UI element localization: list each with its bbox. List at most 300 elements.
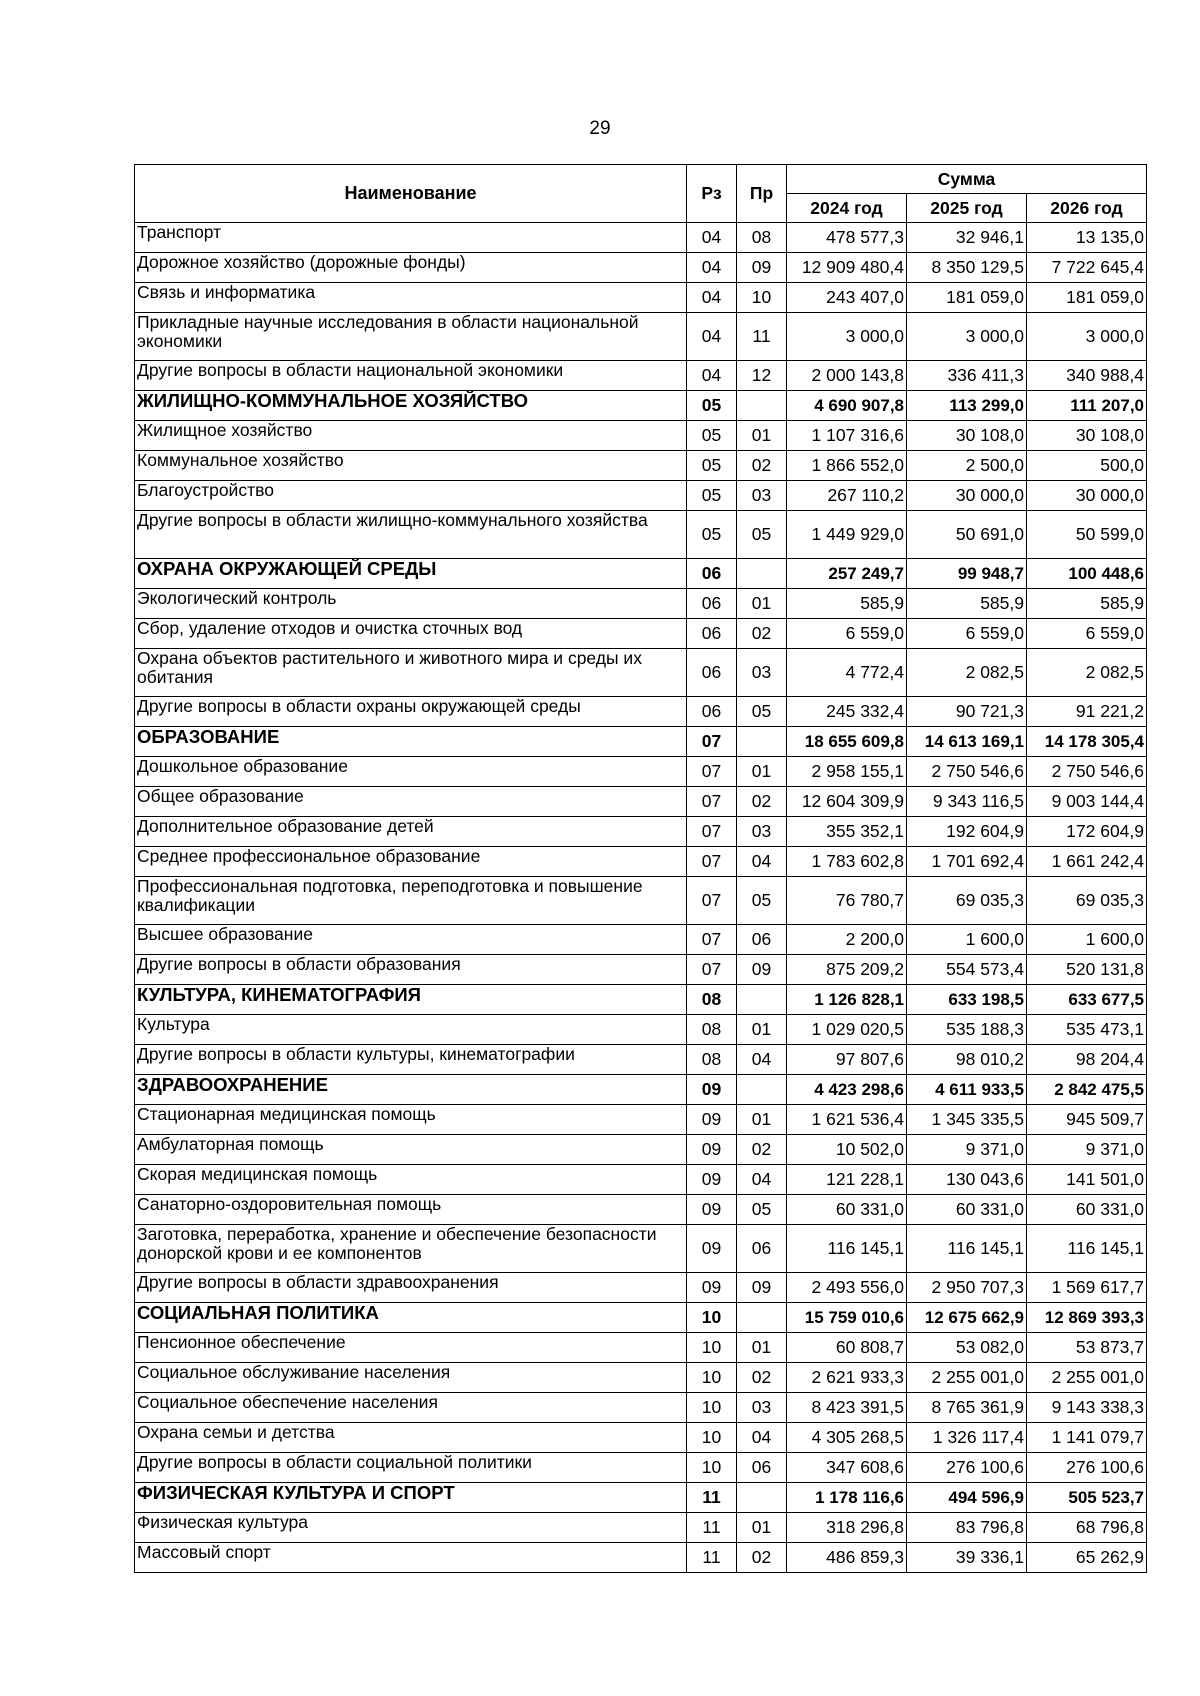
table-row: [135, 877, 1147, 925]
header-sum: Сумма: [787, 165, 1147, 194]
row-rz: 05: [687, 421, 737, 451]
row-value-2025: 494 596,9: [907, 1483, 1027, 1513]
row-value-2025: 53 082,0: [907, 1333, 1027, 1363]
budget-table: [134, 164, 1147, 1573]
table-row: [135, 1195, 1147, 1225]
row-value-2025: 2 082,5: [907, 649, 1027, 697]
row-rz: 06: [687, 559, 737, 589]
row-value-2024: 4 305 268,5: [787, 1423, 907, 1453]
header-rz: Рз: [687, 165, 737, 223]
row-name: Коммунальное хозяйство: [135, 451, 687, 481]
row-value-2024: 1 178 116,6: [787, 1483, 907, 1513]
row-rz: 07: [687, 847, 737, 877]
row-value-2025: 39 336,1: [907, 1543, 1027, 1573]
row-value-2026: 68 796,8: [1027, 1513, 1147, 1543]
row-pr: 06: [737, 1453, 787, 1483]
section-row: [135, 1075, 1147, 1105]
row-name: Общее образование: [135, 787, 687, 817]
row-pr: 01: [737, 1513, 787, 1543]
row-name: Охрана семьи и детства: [135, 1423, 687, 1453]
row-value-2025: 99 948,7: [907, 559, 1027, 589]
row-name: Дорожное хозяйство (дорожные фонды): [135, 253, 687, 283]
row-value-2024: 318 296,8: [787, 1513, 907, 1543]
row-value-2026: 111 207,0: [1027, 391, 1147, 421]
row-value-2026: 141 501,0: [1027, 1165, 1147, 1195]
row-value-2026: 172 604,9: [1027, 817, 1147, 847]
page-number: 29: [589, 118, 611, 139]
table-row: [135, 511, 1147, 559]
row-name: Другие вопросы в области культуры, кинематографии: [135, 1045, 687, 1075]
row-value-2025: 2 500,0: [907, 451, 1027, 481]
row-rz: 08: [687, 985, 737, 1015]
row-rz: 10: [687, 1333, 737, 1363]
row-value-2025: 633 198,5: [907, 985, 1027, 1015]
row-value-2025: 113 299,0: [907, 391, 1027, 421]
row-rz: 07: [687, 955, 737, 985]
row-rz: 05: [687, 391, 737, 421]
row-name: ОХРАНА ОКРУЖАЮЩЕЙ СРЕДЫ: [135, 559, 687, 589]
row-value-2026: 1 569 617,7: [1027, 1273, 1147, 1303]
row-value-2024: 4 690 907,8: [787, 391, 907, 421]
table-row: [135, 1045, 1147, 1075]
row-pr: 01: [737, 1333, 787, 1363]
row-value-2024: 875 209,2: [787, 955, 907, 985]
table-row: [135, 313, 1147, 361]
section-row: [135, 559, 1147, 589]
row-pr: 04: [737, 1045, 787, 1075]
row-name: Прикладные научные исследования в области национальной экономики: [135, 313, 687, 361]
row-value-2026: 91 221,2: [1027, 697, 1147, 727]
row-value-2026: 14 178 305,4: [1027, 727, 1147, 757]
row-rz: 07: [687, 787, 737, 817]
row-value-2024: 2 958 155,1: [787, 757, 907, 787]
row-value-2026: 535 473,1: [1027, 1015, 1147, 1045]
row-rz: 07: [687, 757, 737, 787]
table-row: [135, 787, 1147, 817]
row-rz: 04: [687, 313, 737, 361]
section-row: [135, 1483, 1147, 1513]
row-value-2024: 10 502,0: [787, 1135, 907, 1165]
table-row: [135, 1453, 1147, 1483]
row-value-2024: 257 249,7: [787, 559, 907, 589]
row-rz: 07: [687, 817, 737, 847]
row-value-2024: 12 604 309,9: [787, 787, 907, 817]
row-value-2026: 7 722 645,4: [1027, 253, 1147, 283]
row-rz: 06: [687, 619, 737, 649]
row-pr: 02: [737, 1135, 787, 1165]
table-row: [135, 1423, 1147, 1453]
table-body: [135, 223, 1147, 1573]
row-value-2026: 2 082,5: [1027, 649, 1147, 697]
row-name: Скорая медицинская помощь: [135, 1165, 687, 1195]
row-value-2025: 4 611 933,5: [907, 1075, 1027, 1105]
row-value-2025: 69 035,3: [907, 877, 1027, 925]
row-value-2026: 1 141 079,7: [1027, 1423, 1147, 1453]
row-value-2024: 478 577,3: [787, 223, 907, 253]
row-value-2026: 9 371,0: [1027, 1135, 1147, 1165]
row-value-2024: 243 407,0: [787, 283, 907, 313]
row-pr: [737, 559, 787, 589]
row-name: Дошкольное образование: [135, 757, 687, 787]
row-rz: 10: [687, 1453, 737, 1483]
row-value-2025: 1 345 335,5: [907, 1105, 1027, 1135]
row-name: Физическая культура: [135, 1513, 687, 1543]
row-value-2025: 14 613 169,1: [907, 727, 1027, 757]
row-name: Жилищное хозяйство: [135, 421, 687, 451]
row-value-2025: 276 100,6: [907, 1453, 1027, 1483]
row-pr: 09: [737, 1273, 787, 1303]
row-value-2025: 90 721,3: [907, 697, 1027, 727]
row-value-2025: 1 600,0: [907, 925, 1027, 955]
row-pr: 01: [737, 1015, 787, 1045]
table-row: [135, 421, 1147, 451]
row-value-2024: 18 655 609,8: [787, 727, 907, 757]
table-row: [135, 817, 1147, 847]
row-value-2025: 30 108,0: [907, 421, 1027, 451]
row-name: Среднее профессиональное образование: [135, 847, 687, 877]
row-value-2025: 181 059,0: [907, 283, 1027, 313]
row-value-2024: 2 621 933,3: [787, 1363, 907, 1393]
row-value-2024: 3 000,0: [787, 313, 907, 361]
row-name: Культура: [135, 1015, 687, 1045]
row-name: Другие вопросы в области образования: [135, 955, 687, 985]
row-name: Массовый спорт: [135, 1543, 687, 1573]
row-value-2026: 520 131,8: [1027, 955, 1147, 985]
row-value-2026: 50 599,0: [1027, 511, 1147, 559]
row-value-2024: 121 228,1: [787, 1165, 907, 1195]
row-pr: 01: [737, 1105, 787, 1135]
row-rz: 05: [687, 481, 737, 511]
row-value-2025: 32 946,1: [907, 223, 1027, 253]
row-pr: [737, 391, 787, 421]
row-name: Транспорт: [135, 223, 687, 253]
row-name: Заготовка, переработка, хранение и обеспечение безопасности донорской крови и ее компонентов: [135, 1225, 687, 1273]
row-value-2025: 585,9: [907, 589, 1027, 619]
row-value-2024: 60 331,0: [787, 1195, 907, 1225]
table-row: [135, 1105, 1147, 1135]
row-value-2026: 3 000,0: [1027, 313, 1147, 361]
row-value-2026: 505 523,7: [1027, 1483, 1147, 1513]
row-value-2026: 2 750 546,6: [1027, 757, 1147, 787]
row-value-2024: 97 807,6: [787, 1045, 907, 1075]
row-value-2025: 1 701 692,4: [907, 847, 1027, 877]
row-value-2026: 633 677,5: [1027, 985, 1147, 1015]
table-header: [135, 165, 1147, 223]
row-pr: 03: [737, 649, 787, 697]
row-value-2025: 2 750 546,6: [907, 757, 1027, 787]
row-value-2025: 9 343 116,5: [907, 787, 1027, 817]
row-value-2026: 500,0: [1027, 451, 1147, 481]
row-value-2024: 486 859,3: [787, 1543, 907, 1573]
row-value-2026: 1 600,0: [1027, 925, 1147, 955]
table-row: [135, 955, 1147, 985]
row-value-2025: 3 000,0: [907, 313, 1027, 361]
row-rz: 05: [687, 451, 737, 481]
table-row: [135, 757, 1147, 787]
row-name: СОЦИАЛЬНАЯ ПОЛИТИКА: [135, 1303, 687, 1333]
row-value-2025: 12 675 662,9: [907, 1303, 1027, 1333]
row-pr: 03: [737, 817, 787, 847]
row-name: Высшее образование: [135, 925, 687, 955]
row-rz: 10: [687, 1363, 737, 1393]
row-value-2026: 60 331,0: [1027, 1195, 1147, 1225]
row-value-2024: 1 783 602,8: [787, 847, 907, 877]
table-row: [135, 1393, 1147, 1423]
row-value-2024: 585,9: [787, 589, 907, 619]
row-value-2026: 98 204,4: [1027, 1045, 1147, 1075]
row-value-2026: 12 869 393,3: [1027, 1303, 1147, 1333]
row-rz: 05: [687, 511, 737, 559]
header-name: Наименование: [135, 165, 687, 223]
row-rz: 04: [687, 283, 737, 313]
row-value-2026: 945 509,7: [1027, 1105, 1147, 1135]
row-pr: 12: [737, 361, 787, 391]
row-name: ОБРАЗОВАНИЕ: [135, 727, 687, 757]
row-rz: 06: [687, 697, 737, 727]
section-row: [135, 985, 1147, 1015]
row-pr: 05: [737, 1195, 787, 1225]
row-pr: 11: [737, 313, 787, 361]
row-pr: 01: [737, 421, 787, 451]
row-name: Благоустройство: [135, 481, 687, 511]
table-row: [135, 1363, 1147, 1393]
row-value-2025: 8 350 129,5: [907, 253, 1027, 283]
row-value-2025: 98 010,2: [907, 1045, 1027, 1075]
section-row: [135, 727, 1147, 757]
row-pr: 09: [737, 955, 787, 985]
row-rz: 09: [687, 1225, 737, 1273]
row-name: Амбулаторная помощь: [135, 1135, 687, 1165]
row-value-2026: 69 035,3: [1027, 877, 1147, 925]
row-value-2024: 4 772,4: [787, 649, 907, 697]
row-value-2026: 276 100,6: [1027, 1453, 1147, 1483]
row-rz: 11: [687, 1543, 737, 1573]
row-pr: 02: [737, 451, 787, 481]
header-year-2025: 2025 год: [907, 194, 1027, 223]
row-pr: 04: [737, 1165, 787, 1195]
row-name: ФИЗИЧЕСКАЯ КУЛЬТУРА И СПОРТ: [135, 1483, 687, 1513]
row-rz: 04: [687, 361, 737, 391]
row-pr: 10: [737, 283, 787, 313]
row-value-2025: 554 573,4: [907, 955, 1027, 985]
row-name: Сбор, удаление отходов и очистка сточных вод: [135, 619, 687, 649]
row-value-2024: 15 759 010,6: [787, 1303, 907, 1333]
table-row: [135, 1135, 1147, 1165]
row-value-2024: 1 866 552,0: [787, 451, 907, 481]
row-value-2024: 4 423 298,6: [787, 1075, 907, 1105]
row-value-2025: 50 691,0: [907, 511, 1027, 559]
row-name: КУЛЬТУРА, КИНЕМАТОГРАФИЯ: [135, 985, 687, 1015]
row-value-2026: 2 255 001,0: [1027, 1363, 1147, 1393]
row-value-2024: 2 200,0: [787, 925, 907, 955]
row-name: Санаторно-оздоровительная помощь: [135, 1195, 687, 1225]
row-name: Другие вопросы в области национальной экономики: [135, 361, 687, 391]
row-rz: 09: [687, 1195, 737, 1225]
row-name: Другие вопросы в области социальной политики: [135, 1453, 687, 1483]
table-row: [135, 283, 1147, 313]
header-year-2024: 2024 год: [787, 194, 907, 223]
row-name: ЖИЛИЩНО-КОММУНАЛЬНОЕ ХОЗЯЙСТВО: [135, 391, 687, 421]
row-name: Экологический контроль: [135, 589, 687, 619]
table-row: [135, 847, 1147, 877]
row-value-2026: 30 000,0: [1027, 481, 1147, 511]
row-value-2026: 181 059,0: [1027, 283, 1147, 313]
row-value-2024: 60 808,7: [787, 1333, 907, 1363]
table-row: [135, 1165, 1147, 1195]
row-value-2025: 192 604,9: [907, 817, 1027, 847]
row-value-2025: 116 145,1: [907, 1225, 1027, 1273]
row-rz: 06: [687, 589, 737, 619]
row-name: Связь и информатика: [135, 283, 687, 313]
row-value-2024: 8 423 391,5: [787, 1393, 907, 1423]
row-value-2026: 9 003 144,4: [1027, 787, 1147, 817]
row-value-2026: 1 661 242,4: [1027, 847, 1147, 877]
row-value-2025: 60 331,0: [907, 1195, 1027, 1225]
row-value-2026: 116 145,1: [1027, 1225, 1147, 1273]
table-row: [135, 361, 1147, 391]
row-name: Профессиональная подготовка, переподготовка и повышение квалификации: [135, 877, 687, 925]
row-pr: [737, 1303, 787, 1333]
row-value-2026: 30 108,0: [1027, 421, 1147, 451]
row-rz: 04: [687, 253, 737, 283]
row-name: Другие вопросы в области жилищно-коммунального хозяйства: [135, 511, 687, 559]
table-row: [135, 619, 1147, 649]
row-value-2024: 1 029 020,5: [787, 1015, 907, 1045]
header-pr: Пр: [737, 165, 787, 223]
table-row: [135, 223, 1147, 253]
row-pr: 05: [737, 877, 787, 925]
row-value-2025: 6 559,0: [907, 619, 1027, 649]
row-pr: 04: [737, 1423, 787, 1453]
row-rz: 09: [687, 1135, 737, 1165]
row-value-2026: 53 873,7: [1027, 1333, 1147, 1363]
table-row: [135, 1333, 1147, 1363]
row-name: Другие вопросы в области здравоохранения: [135, 1273, 687, 1303]
row-value-2025: 2 255 001,0: [907, 1363, 1027, 1393]
row-value-2026: 13 135,0: [1027, 223, 1147, 253]
row-pr: 02: [737, 1543, 787, 1573]
row-pr: 02: [737, 1363, 787, 1393]
row-rz: 09: [687, 1273, 737, 1303]
row-value-2024: 12 909 480,4: [787, 253, 907, 283]
row-name: Стационарная медицинская помощь: [135, 1105, 687, 1135]
row-rz: 07: [687, 877, 737, 925]
row-pr: 05: [737, 511, 787, 559]
row-pr: 03: [737, 1393, 787, 1423]
table-row: [135, 481, 1147, 511]
row-rz: 07: [687, 925, 737, 955]
row-value-2024: 6 559,0: [787, 619, 907, 649]
row-value-2024: 267 110,2: [787, 481, 907, 511]
row-rz: 10: [687, 1393, 737, 1423]
row-value-2025: 1 326 117,4: [907, 1423, 1027, 1453]
row-rz: 09: [687, 1075, 737, 1105]
row-value-2024: 2 000 143,8: [787, 361, 907, 391]
table-row: [135, 1273, 1147, 1303]
table-row: [135, 1513, 1147, 1543]
row-rz: 07: [687, 727, 737, 757]
row-pr: 02: [737, 619, 787, 649]
row-value-2025: 535 188,3: [907, 1015, 1027, 1045]
row-value-2024: 1 107 316,6: [787, 421, 907, 451]
section-row: [135, 391, 1147, 421]
row-rz: 08: [687, 1045, 737, 1075]
row-value-2026: 9 143 338,3: [1027, 1393, 1147, 1423]
row-rz: 09: [687, 1165, 737, 1195]
row-name: Дополнительное образование детей: [135, 817, 687, 847]
row-rz: 06: [687, 649, 737, 697]
row-rz: 08: [687, 1015, 737, 1045]
row-value-2025: 2 950 707,3: [907, 1273, 1027, 1303]
header-year-2026: 2026 год: [1027, 194, 1147, 223]
table-row: [135, 253, 1147, 283]
row-pr: 03: [737, 481, 787, 511]
row-pr: 02: [737, 787, 787, 817]
row-value-2025: 130 043,6: [907, 1165, 1027, 1195]
row-value-2025: 8 765 361,9: [907, 1393, 1027, 1423]
row-value-2026: 2 842 475,5: [1027, 1075, 1147, 1105]
row-value-2024: 1 621 536,4: [787, 1105, 907, 1135]
row-name: ЗДРАВООХРАНЕНИЕ: [135, 1075, 687, 1105]
row-rz: 11: [687, 1483, 737, 1513]
table-row: [135, 697, 1147, 727]
table-row: [135, 1015, 1147, 1045]
row-value-2026: 6 559,0: [1027, 619, 1147, 649]
row-value-2024: 245 332,4: [787, 697, 907, 727]
row-value-2025: 83 796,8: [907, 1513, 1027, 1543]
row-value-2025: 9 371,0: [907, 1135, 1027, 1165]
row-rz: 09: [687, 1105, 737, 1135]
table-row: [135, 589, 1147, 619]
row-rz: 11: [687, 1513, 737, 1543]
row-pr: 09: [737, 253, 787, 283]
table-row: [135, 451, 1147, 481]
row-rz: 04: [687, 223, 737, 253]
row-name: Социальное обеспечение населения: [135, 1393, 687, 1423]
row-value-2024: 76 780,7: [787, 877, 907, 925]
table-row: [135, 925, 1147, 955]
table-row: [135, 1543, 1147, 1573]
row-rz: 10: [687, 1303, 737, 1333]
row-pr: [737, 1075, 787, 1105]
row-value-2026: 100 448,6: [1027, 559, 1147, 589]
row-pr: [737, 727, 787, 757]
row-value-2024: 1 449 929,0: [787, 511, 907, 559]
row-name: Социальное обслуживание населения: [135, 1363, 687, 1393]
row-pr: [737, 985, 787, 1015]
table-row: [135, 649, 1147, 697]
section-row: [135, 1303, 1147, 1333]
row-value-2024: 347 608,6: [787, 1453, 907, 1483]
row-pr: 01: [737, 589, 787, 619]
row-value-2025: 30 000,0: [907, 481, 1027, 511]
row-pr: 01: [737, 757, 787, 787]
row-pr: 08: [737, 223, 787, 253]
row-name: Пенсионное обеспечение: [135, 1333, 687, 1363]
row-name: Охрана объектов растительного и животного мира и среды их обитания: [135, 649, 687, 697]
row-value-2024: 2 493 556,0: [787, 1273, 907, 1303]
row-rz: 10: [687, 1423, 737, 1453]
row-pr: 06: [737, 925, 787, 955]
table-row: [135, 1225, 1147, 1273]
row-value-2024: 116 145,1: [787, 1225, 907, 1273]
row-value-2026: 340 988,4: [1027, 361, 1147, 391]
row-pr: [737, 1483, 787, 1513]
row-value-2024: 355 352,1: [787, 817, 907, 847]
row-value-2026: 585,9: [1027, 589, 1147, 619]
row-pr: 05: [737, 697, 787, 727]
row-pr: 04: [737, 847, 787, 877]
